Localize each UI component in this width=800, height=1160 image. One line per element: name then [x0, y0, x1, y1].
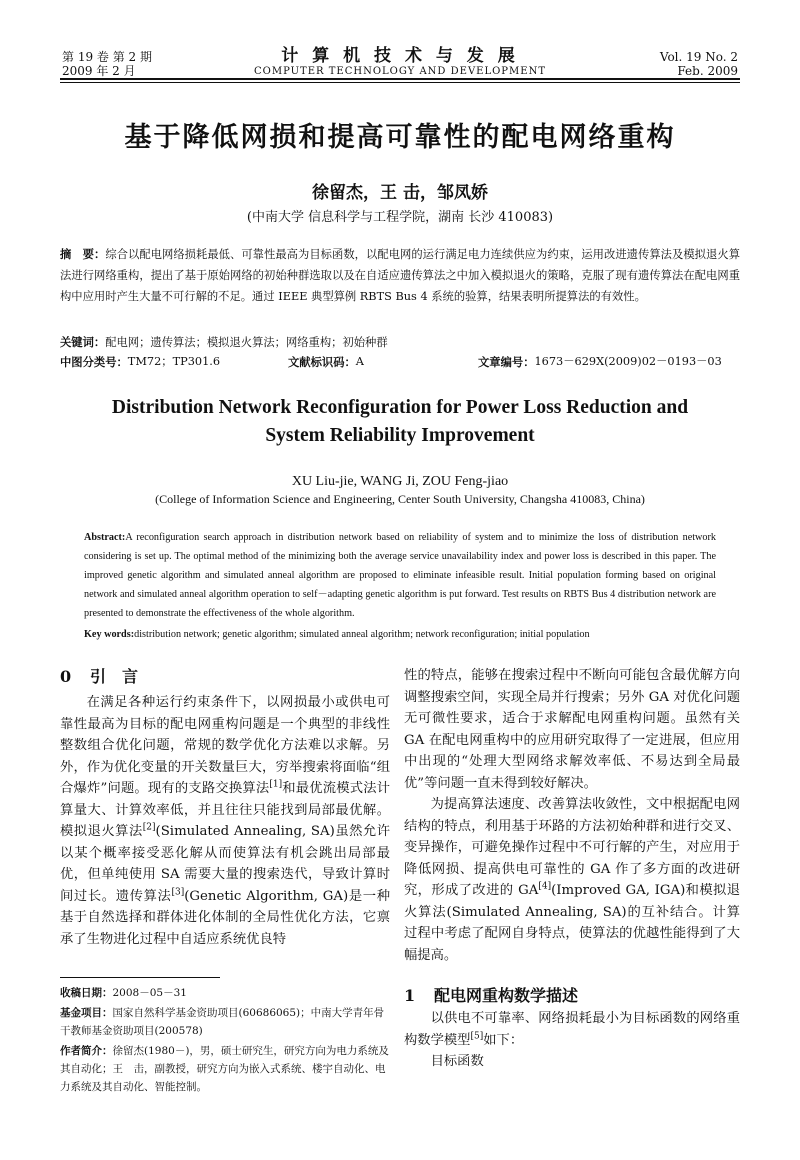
- abstract-cn-label: 摘 要：: [60, 247, 106, 261]
- body-right-column: [404, 665, 740, 1073]
- journal-title-en: COMPUTER TECHNOLOGY AND DEVELOPMENT: [253, 66, 546, 77]
- s1-p1-part-b: 如下：: [483, 1032, 524, 1048]
- affiliation-en: (College of Information Science and Engineering, Center South University, Changsha 410083, China): [155, 492, 645, 506]
- paper-title-en-line1: Distribution Network Reconfiguration for Power Loss Reduction and: [111, 397, 689, 418]
- intro-paragraph-1-cont: 性的特点，能够在搜索过程中不断向可能包含最优解方向调整搜索空间，实现全局并行搜索；另外 GA 对优化问题无可微性要求，适合于求解配电网重构问题。虽然有关 GA 在配电网重构中的应用研究取得了一定进展，但应用中出现的“处理大型网络求解效率低、不易达到全局最优”等问题一直未得到较好解决。: [404, 668, 740, 791]
- header-volume-en: [660, 50, 738, 78]
- article-no-label: 文章编号：: [478, 355, 535, 369]
- received-label: 收稿日期：: [60, 987, 113, 999]
- fund-text: 国家自然科学基金资助项目(60686065)；中南大学青年骨干教师基金资助项目(200578): [60, 1007, 385, 1037]
- header-volume-cn: 第 19 卷 第 2 期: [62, 50, 152, 64]
- clc-value: TM72；TP301.6: [127, 355, 221, 368]
- footnotes: [60, 984, 390, 1098]
- section-1-paragraph-1: [404, 1008, 740, 1051]
- abstract-cn: [60, 244, 740, 307]
- keywords-cn: [60, 332, 740, 353]
- ref-3[interactable]: [3]: [171, 887, 185, 898]
- header-date-cn: 2009 年 2 月: [62, 64, 136, 78]
- doc-code-value: A: [355, 355, 364, 368]
- intro-p1-part-d: (Genetic Algorithm, GA)是一种基于自然选择和群体进化体制的全局性优化方法，它禀承了生物进化过程中自适应系统优良特: [60, 888, 391, 947]
- keywords-en: [84, 625, 716, 644]
- abstract-cn-text: 综合以配电网络损耗最低、可靠性最高为目标函数，以配电网的运行满足电力连续供应为约束，运用改进遗传算法及模拟退火算法进行网络重构，提出了基于原始网络的初始种群选取以及在自适应遗传算法之中加入模拟退火的策略，克服了现有遗传算法在配电网重构中应用时产生大量不可行解的不足。通过 IEEE 典型算例 RBTS Bus 4 系统的验算，结果表明所提算法的有效性。: [60, 248, 740, 303]
- intro-paragraph-1: [60, 692, 390, 950]
- footnote-received: [60, 984, 390, 1002]
- intro-p1-part-a: 在满足各种运行约束条件下，以网损最小或供电可靠性最高为目标的配电网重构问题是一个典型的非线性整数组合优化问题，常规的数学优化方法难以求解。另外，作为优化变量的开关数量巨大，穷举搜索将面临“组合爆炸”问题。现有的支路交换算法: [60, 695, 390, 796]
- header-date-en: Feb. 2009: [677, 64, 738, 78]
- abstract-en: [84, 528, 716, 623]
- keywords-en-label: Key words:: [84, 629, 135, 640]
- abstract-en-text: A reconfiguration search approach in distribution network based on reliability of system and to minimize the loss of distribution network considering is set up. The optimal method of the minimizing both the average service unavailability index and power loss is described in this paper. The improved genetic algorithm and simulated anneal algorithm are proposed to eliminate infeasible result. Initial population forming based on original network and simulated anneal algorithm operation to self－adapting genetic algorithm is put forward. Test results on RBTS Bus 4 distribution network are presented to demonstrate the effectiveness of the whole algorithm.: [84, 532, 716, 619]
- keywords-en-text: distribution network; genetic algorithm; simulated anneal algorithm; network reconfiguration; initial population: [134, 629, 590, 640]
- authors-cn: 徐留杰，王 击，邹凤娇: [312, 183, 488, 203]
- clc-label: 中图分类号：: [60, 355, 128, 369]
- authors-en: XU Liu-jie, WANG Ji, ZOU Feng-jiao: [291, 474, 509, 489]
- bio-label: 作者简介：: [60, 1045, 113, 1057]
- header-journal: [240, 46, 560, 78]
- intro-p2-part-a: 为提高算法速度、改善算法收敛性，文中根据配电网结构的特点，利用基于环路的方法初始种群和进行交叉、变异操作，可避免操作过程中不可行解的产生，对应用于降低网损、提高供电可靠性的 GA 作了多方面的改进研究，形成了改进的 GA: [404, 797, 740, 898]
- ref-2[interactable]: [2]: [142, 822, 156, 833]
- keywords-cn-text: 配电网；遗传算法；模拟退火算法；网络重构；初始种群: [105, 336, 388, 349]
- header-vol-en: Vol. 19 No. 2: [659, 50, 738, 64]
- paper-title-cn: 基于降低网损和提高可靠性的配电网络重构: [124, 122, 676, 153]
- section-0-number: 0: [60, 667, 72, 686]
- intro-p1-part-c: (Simulated Annealing, SA)虽然允许以某个概率接受恶化解从而使算法有机会跳出局部最优，但单纯使用 SA 需要大量的搜索迭代，导致计算时间过长。遗传算法: [60, 824, 390, 904]
- footnote-rule: [60, 977, 220, 978]
- section-1-heading: [404, 984, 740, 1008]
- paper-title-en: [60, 394, 740, 450]
- header-rule: [60, 78, 740, 80]
- paper-title-en-line2: System Reliability Improvement: [265, 425, 535, 446]
- received-date: 2008－05－31: [112, 987, 187, 999]
- affiliation-cn: (中南大学 信息科学与工程学院，湖南 长沙 410083): [246, 210, 554, 225]
- ref-1[interactable]: [1]: [269, 779, 283, 790]
- article-no-value: 1673－629X(2009)02－0193－03: [534, 355, 722, 368]
- header-rule-thin: [60, 82, 740, 83]
- keywords-cn-label: 关键词：: [60, 335, 106, 349]
- section-1-number: 1: [404, 986, 416, 1005]
- footnote-fund: [60, 1004, 390, 1040]
- objective-function-label: 目标函数: [430, 1054, 484, 1069]
- doc-code-label: 文献标识码：: [288, 355, 356, 369]
- intro-p2-part-b: (Improved GA, IGA)和模拟退火算法(Simulated Annealing, SA)的互补结合。计算过程中考虑了配网自身特点，使算法的优越性能得到了大幅提高。: [404, 883, 741, 963]
- body-left-column: [60, 692, 390, 950]
- intro-paragraph-2: [404, 794, 740, 966]
- header-volume: [62, 50, 152, 78]
- intro-p1-part-b: 和最优流模式法计算量大、计算效率低，并且往往只能找到局部最优解。模拟退火算法: [60, 781, 390, 839]
- fund-label: 基金项目：: [60, 1007, 113, 1019]
- abstract-en-label: Abstract:: [84, 532, 126, 543]
- ref-4[interactable]: [4]: [538, 881, 552, 892]
- bio-text: 徐留杰(1980－)，男，硕士研究生，研究方向为电力系统及其自动化；王 击，副教授，研究方向为嵌入式系统、楼宇自动化、电力系统及其自动化、智能控制。: [60, 1045, 389, 1093]
- s1-p1-part-a: 以供电不可靠率、网络损耗最小为目标函数的网络重构数学模型: [404, 1011, 740, 1048]
- section-0-title: 引 言: [90, 667, 139, 686]
- section-0-heading: [60, 665, 390, 689]
- section-1-title: 配电网重构数学描述: [434, 986, 579, 1005]
- ref-5[interactable]: [5]: [470, 1031, 484, 1042]
- journal-title-cn: 计 算 机 技 术 与 发 展: [281, 46, 519, 66]
- footnote-bio: [60, 1042, 390, 1096]
